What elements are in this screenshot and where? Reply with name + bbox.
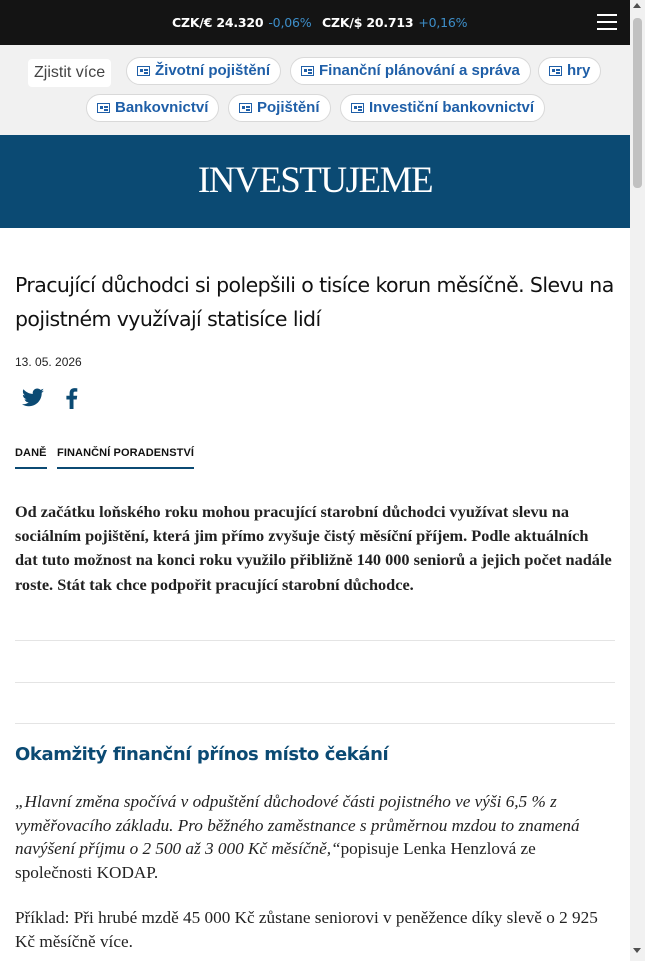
brand-banner [0,135,630,228]
section-heading: Okamžitý finanční přínos místo čekání [15,744,389,765]
tag-icon [301,66,314,76]
category-tag-financial-advisory[interactable]: FINANČNÍ PORADENSTVÍ [57,447,194,469]
learn-more-label: Zjistit více [28,59,111,87]
brand-logo[interactable]: INVESTUJEME [197,160,433,201]
tag-icon [549,66,562,76]
rate-usd-label: CZK/$ 20.713 [322,15,414,30]
tag-icon [239,103,252,113]
scrollbar[interactable] [630,0,645,961]
article-title: Pracující důchodci si polepšili o tisíce korun měsíčně. Slevu na pojistném využívají statisíce lidí [15,273,614,331]
tag-pill-insurance[interactable] [228,94,331,122]
tag-icon [351,103,364,113]
rate-usd [322,15,467,30]
tag-icon [97,103,110,113]
divider [15,640,615,641]
tag-pill-label: Bankovnictví [115,99,209,116]
quote-attribution: popisuje Lenka Henzlová ze společnosti KODAP. [15,839,536,882]
tag-icon [137,66,150,76]
tag-pill-label: hry [567,62,591,79]
currency-topbar [0,0,630,45]
category-tag-taxes[interactable]: DANĚ [15,447,47,469]
tag-pill-banking[interactable] [86,94,219,122]
rate-eur-label: CZK/€ 24.320 [172,15,264,30]
tag-pill-label: Pojištění [257,99,320,116]
tag-pill-investment-banking[interactable] [340,94,545,122]
divider [15,682,615,683]
article-perex: Od začátku loňského roku mohou pracující starobní důchodci využívat slevu na sociálním pojištění, která jim přímo zvyšuje čistý měsíční příjem. Podle aktuálních dat tuto možnost na konci roku využilo přibližně 140 000 seniorů a jejich počet nadále roste. Stát tak chce podpořit pracující starobní důchodce. [15,502,612,594]
divider [15,723,615,724]
scroll-up-arrow-icon[interactable] [633,3,641,8]
tag-pill-label: Životní pojištění [155,62,270,79]
twitter-icon[interactable] [21,386,45,410]
article-quote [15,790,615,884]
tag-pill-financial-planning[interactable] [290,57,531,85]
scroll-down-arrow-icon[interactable] [633,948,641,953]
rate-usd-change: +0,16% [418,15,468,30]
article-example: Příklad: Při hrubé mzdě 45 000 Kč zůstane seniorovi v peněžence díky slevě o 2 925 Kč měsíčně více. [15,908,598,951]
rate-eur [172,15,311,30]
rate-eur-change: -0,06% [268,15,312,30]
tag-pill-label: Investiční bankovnictví [369,99,535,116]
facebook-icon[interactable] [60,386,84,410]
tag-pill-label: Finanční plánování a správa [319,62,520,79]
article-date: 13. 05. 2026 [15,355,82,369]
scrollbar-thumb[interactable] [633,18,642,188]
tag-pill-games[interactable] [538,57,601,85]
topic-tags [0,45,630,135]
quote-text: „Hlavní změna spočívá v odpuštění důchodové části pojistného ve výši 6,5 % z vyměřovacího základu. Pro běžného zaměstnance s průměrnou mzdou to znamená navýšení příjmu o 2 500 až 3 000 Kč měsíčně,“ [15,792,580,858]
hamburger-menu-icon[interactable] [597,14,617,32]
tag-pill-life-insurance[interactable] [126,57,281,85]
